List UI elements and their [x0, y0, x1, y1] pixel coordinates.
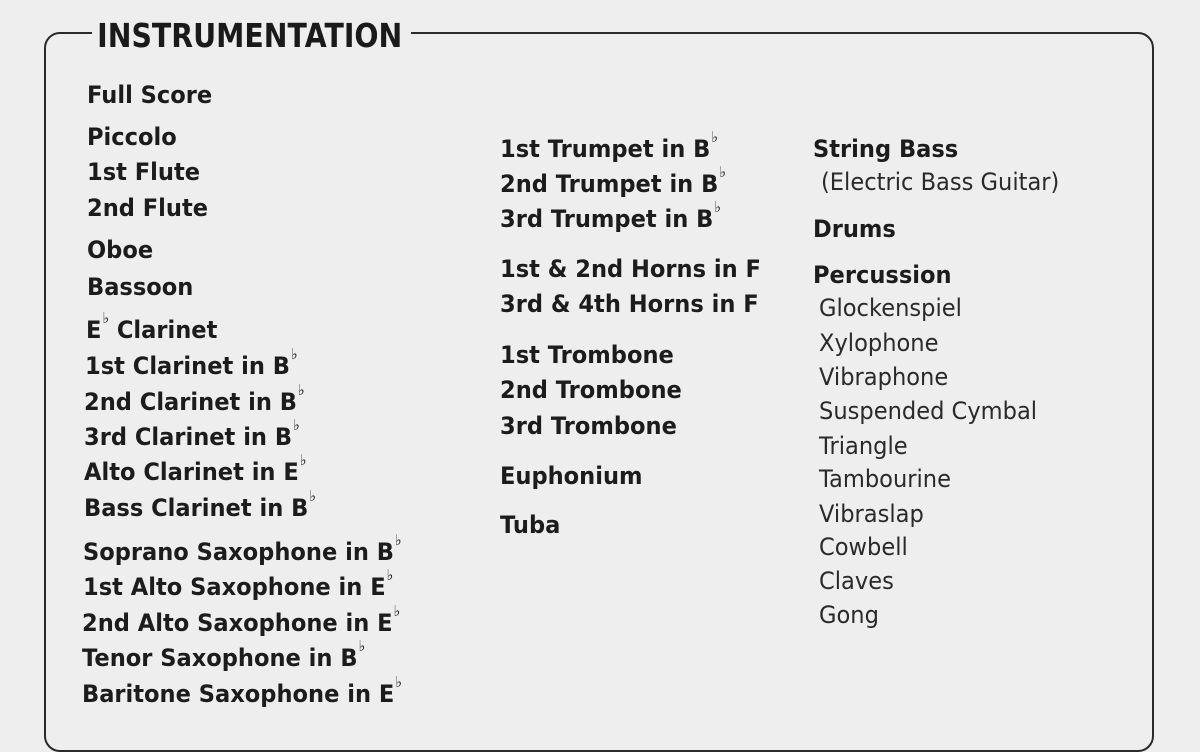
instrument-trombone-1: 1st Trombone [500, 341, 674, 369]
flat-symbol: ♭ [309, 487, 316, 505]
page-title: INSTRUMENTATION [92, 14, 411, 58]
percussion-tambourine: Tambourine [819, 465, 951, 493]
percussion-vibraphone: Vibraphone [819, 363, 949, 391]
flat-symbol: ♭ [102, 309, 110, 327]
instrument-trombone-2: 2nd Trombone [500, 376, 682, 404]
instrument-clarinet-2-label: 2nd Clarinet in B [84, 388, 297, 416]
instrument-alto-sax-2 [82, 602, 401, 641]
instrument-horns-1-2: 1st & 2nd Horns in F [500, 255, 761, 283]
instrument-percussion: Percussion [813, 261, 952, 289]
instrument-euphonium: Euphonium [500, 462, 643, 490]
instrument-alto-sax-2-label: 2nd Alto Saxophone in E [82, 609, 393, 637]
instrument-flute-2: 2nd Flute [87, 194, 209, 222]
flat-symbol: ♭ [290, 345, 298, 363]
instrument-trumpet-3 [500, 198, 721, 237]
percussion-cowbell: Cowbell [819, 533, 908, 561]
instrument-trumpet-1-label: 1st Trumpet in B [500, 135, 711, 163]
flat-symbol: ♭ [299, 451, 307, 469]
instrument-flute-1: 1st Flute [87, 158, 201, 186]
instrument-clarinet-3-label: 3rd Clarinet in B [84, 423, 293, 451]
percussion-xylophone: Xylophone [819, 329, 939, 357]
instrument-tenor-sax [82, 637, 366, 676]
instrument-drums: Drums [813, 215, 896, 243]
instrument-soprano-sax [83, 531, 402, 570]
instrument-tuba: Tuba [500, 511, 561, 539]
instrument-eb-clarinet [86, 309, 218, 348]
instrument-clarinet-1-label: 1st Clarinet in B [85, 352, 290, 380]
instrument-alto-clarinet [84, 451, 307, 490]
instrument-bassoon: Bassoon [87, 273, 194, 301]
percussion-gong: Gong [819, 601, 879, 629]
flat-symbol: ♭ [395, 673, 402, 691]
instrument-baritone-sax-label: Baritone Saxophone in E [82, 680, 395, 708]
instrument-alto-sax-1 [83, 566, 394, 605]
flat-symbol: ♭ [297, 381, 305, 399]
instrument-eb-clarinet-post: Clarinet [109, 316, 218, 344]
instrument-trumpet-3-label: 3rd Trumpet in B [500, 205, 714, 233]
instrument-oboe: Oboe [87, 236, 154, 264]
instrument-soprano-sax-label: Soprano Saxophone in B [83, 538, 394, 566]
instrument-tenor-sax-label: Tenor Saxophone in B [82, 644, 358, 672]
instrument-trumpet-1 [500, 128, 718, 167]
instrument-bass-clarinet-label: Bass Clarinet in B [84, 494, 309, 522]
flat-symbol: ♭ [394, 531, 402, 549]
flat-symbol: ♭ [393, 602, 401, 620]
instrument-string-bass: String Bass [813, 135, 959, 163]
instrument-horns-3-4: 3rd & 4th Horns in F [500, 290, 759, 318]
instrument-clarinet-2 [84, 381, 305, 420]
instrument-trombone-3: 3rd Trombone [500, 412, 677, 440]
instrument-piccolo: Piccolo [87, 123, 177, 151]
instrument-baritone-sax [82, 673, 402, 712]
instrument-alto-clarinet-label: Alto Clarinet in E [84, 458, 299, 486]
percussion-triangle: Triangle [819, 432, 908, 460]
flat-symbol: ♭ [292, 416, 300, 434]
percussion-vibraslap: Vibraslap [819, 500, 924, 528]
instrument-bass-clarinet [84, 487, 316, 526]
percussion-glockenspiel: Glockenspiel [819, 294, 962, 322]
flat-symbol: ♭ [386, 566, 394, 584]
percussion-claves: Claves [819, 567, 894, 595]
instrument-eb-clarinet-pre: E [86, 316, 102, 344]
percussion-suspended-cymbal: Suspended Cymbal [819, 397, 1038, 425]
flat-symbol: ♭ [358, 637, 366, 655]
flat-symbol: ♭ [719, 163, 726, 181]
instrument-trumpet-2 [500, 163, 726, 202]
flat-symbol: ♭ [711, 128, 718, 146]
instrument-full-score: Full Score [87, 81, 213, 109]
instrument-alto-sax-1-label: 1st Alto Saxophone in E [83, 573, 386, 601]
flat-symbol: ♭ [714, 198, 721, 216]
instrument-clarinet-3 [84, 416, 300, 455]
instrument-clarinet-1 [85, 345, 298, 384]
instrument-electric-bass: (Electric Bass Guitar) [821, 168, 1060, 196]
instrument-trumpet-2-label: 2nd Trumpet in B [500, 170, 719, 198]
